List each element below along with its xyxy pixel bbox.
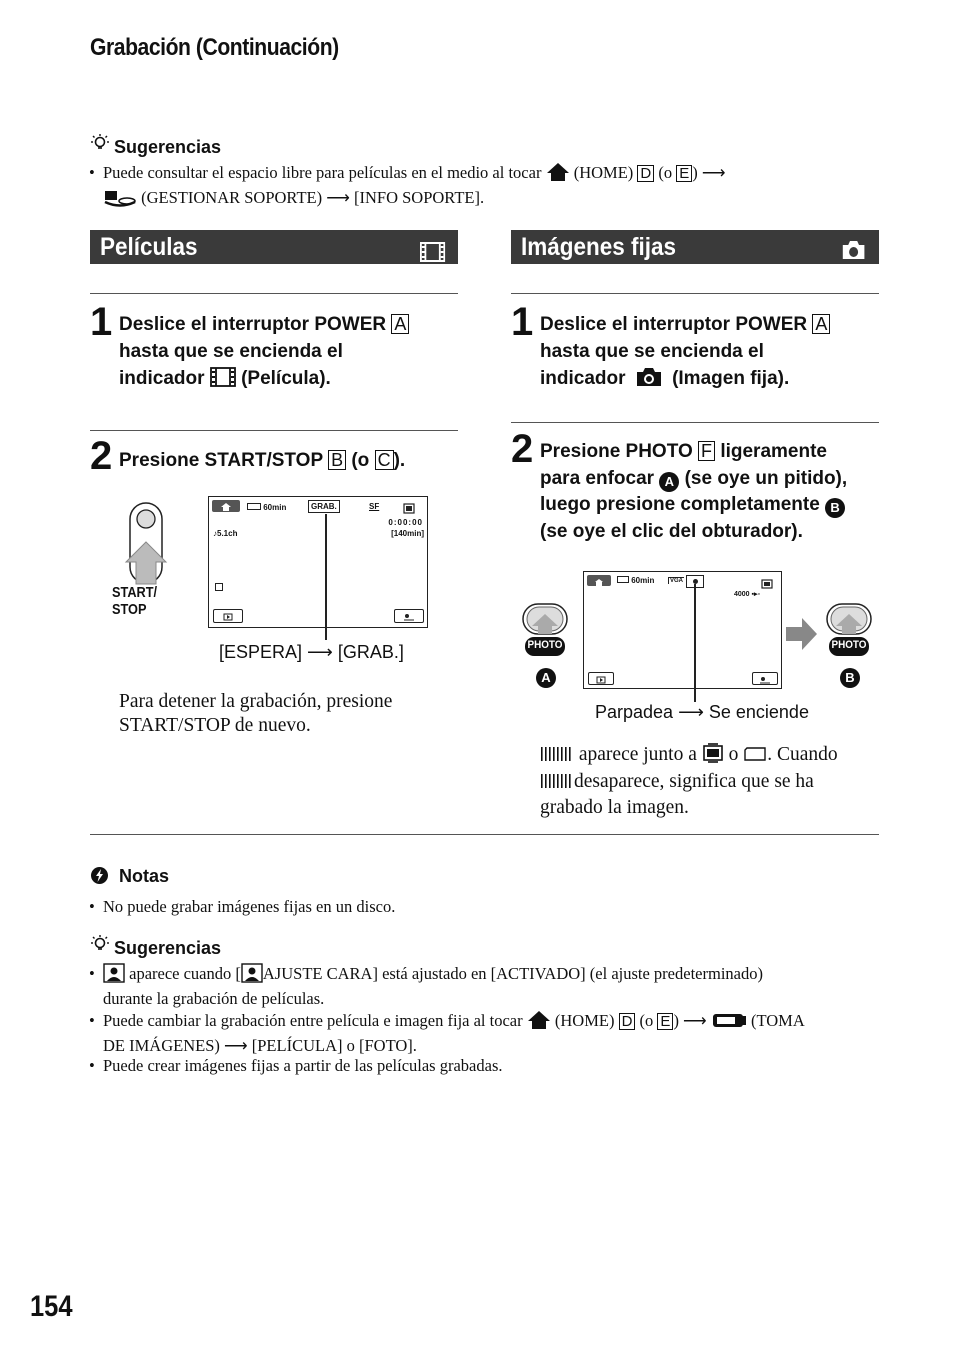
lcd-audio: ♪5.1ch [213, 529, 238, 538]
key-a: A [812, 314, 830, 334]
lightbulb-icon [90, 934, 110, 959]
lcd-battery-remaining [247, 503, 286, 512]
key-c: C [375, 450, 394, 470]
stills-step1-line2: hasta que se encienda el [540, 341, 764, 362]
movies-step2-c: ). [393, 450, 406, 471]
divider [511, 293, 879, 294]
shutter-bars-icon [540, 772, 574, 796]
film-icon [420, 237, 445, 271]
divider [90, 430, 458, 431]
tips-top-text-2: (GESTIONAR SOPORTE) ⟶ [INFO SOPORTE]. [141, 188, 485, 207]
movies-bar-title: Películas [100, 233, 198, 261]
face-icon [103, 963, 125, 988]
lcd-play-button [213, 609, 243, 623]
stills-step1-line3b: (Imagen fija). [672, 368, 790, 389]
tips-bottom-bullet-1: • aparece cuando [ AJUSTE CARA] está ajustado en [ACTIVADO] (el ajuste predeterminado) durante la grabación de películas. [89, 964, 763, 1008]
face-icon [241, 963, 263, 988]
movies-step1-number: 1 [90, 300, 113, 344]
tips-b2-home: (HOME) [554, 1011, 615, 1030]
notes-bullet-text: No puede grabar imágenes fijas en un disco. [103, 897, 396, 916]
lcd-grab-label: GRAB. [308, 500, 340, 513]
stills-note-3: grabado la imagen. [540, 797, 689, 818]
lcd-option-button [394, 609, 424, 623]
stills-step2-line2b: (se oye un pitido), [684, 467, 848, 489]
movies-step2-number: 2 [90, 434, 113, 478]
callout-line [694, 584, 696, 702]
right-arrow-icon [786, 617, 818, 656]
home-icon [546, 162, 570, 187]
home-label: (HOME) [573, 163, 634, 182]
movies-section-bar [90, 230, 458, 264]
tips-b2-b: (TOMA [750, 1011, 805, 1030]
movies-note-line2: START/STOP de nuevo. [119, 715, 311, 736]
stills-note-2: desaparece, significa que se ha [574, 771, 814, 792]
key-a: A [391, 314, 409, 334]
stills-step1-line3a: indicador [540, 368, 626, 389]
lcd-battery-remaining [617, 576, 654, 585]
battery-icon [617, 576, 629, 583]
notes-heading [90, 866, 169, 890]
lcd-remaining: 60min [631, 576, 655, 585]
lcd-home-button [212, 500, 240, 512]
memory-stick-icon [743, 745, 767, 769]
movies-step2-b: (o [351, 450, 370, 471]
notes-bullet: • No puede grabar imágenes fijas en un disco. [89, 897, 396, 916]
camera-icon [841, 236, 866, 270]
key-e: E [657, 1013, 673, 1030]
disc-media-icon [761, 576, 773, 594]
tips-b1-a: aparece cuando [ [129, 964, 241, 983]
stills-step1-line1: Deslice el interruptor POWER [540, 314, 808, 335]
photo-button-full-press [824, 600, 874, 690]
stills-step2-number: 2 [511, 427, 534, 471]
face-detect-small-icon [215, 583, 223, 591]
callout-line [325, 514, 327, 640]
tips-b2-close: ) ⟶ [673, 1011, 707, 1030]
lcd-home-button [587, 575, 611, 586]
lcd-image-count [734, 590, 760, 598]
photo-label-b: PHOTO [831, 639, 867, 651]
tips-b2-a: Puede cambiar la grabación entre película e imagen fija al tocar [103, 1011, 523, 1030]
lcd-option-button [752, 672, 778, 685]
manage-media-icon [103, 189, 137, 212]
movies-step1-line3b: (Película). [241, 368, 331, 389]
tips-bottom-bullet-3: • Puede crear imágenes fijas a partir de las películas grabadas. [89, 1056, 503, 1075]
lcd-remaining: 60min [263, 503, 287, 512]
tips-bottom-title: Sugerencias [114, 938, 222, 958]
camcorder-icon [711, 1011, 747, 1034]
tips-b1-c: durante la grabación de películas. [103, 989, 325, 1008]
notes-title: Notas [119, 866, 170, 886]
camera-indicator-icon [635, 366, 663, 396]
lcd-vga-label: VGA [670, 578, 684, 584]
home-icon [527, 1010, 551, 1035]
movies-step2-text [119, 447, 459, 474]
movies-step1-line3a: indicador [119, 368, 205, 389]
mini-camera-icon: ▪▸▫ [751, 591, 761, 598]
movies-step2-a: Presione START/STOP [119, 450, 323, 471]
stills-step2-line1b: ligeramente [720, 441, 827, 462]
start-stop-button-illustration [110, 500, 180, 625]
tips-top-heading [90, 133, 221, 158]
lcd-counter: 0:00:00 [388, 518, 423, 527]
photo-lcd-screen [583, 571, 782, 689]
tips-top-bullet: • Puede consultar el espacio libre para películas en el medio al tocar (HOME) D (o E ) ⟶ (GESTIONAR SOPORTE) ⟶ [INFO SOPORTE]. [103, 162, 863, 212]
stills-step1-text [540, 311, 880, 396]
photo-button-half-press [520, 600, 570, 690]
tips-top-text-1: Puede consultar el espacio libre para películas en el medio al tocar [103, 163, 542, 182]
stills-step2-line3a: luego presione completamente [540, 494, 820, 515]
movies-stop-note [119, 690, 392, 738]
movies-step1-line2: hasta que se encienda el [119, 341, 343, 362]
key-f: F [698, 441, 715, 461]
tips-top-title: Sugerencias [114, 137, 222, 157]
divider [90, 293, 458, 294]
key-d: D [619, 1013, 636, 1030]
lcd-count: 4000 [734, 591, 750, 598]
circle-b-label: B [840, 668, 860, 688]
photo-label-a: PHOTO [527, 639, 563, 651]
tips-b1-b: AJUSTE CARA] está ajustado en [ACTIVADO] (el ajuste predeterminado) [262, 964, 763, 983]
arrow-text: ) ⟶ [692, 163, 726, 182]
start-stop-label-2: STOP [112, 601, 147, 618]
lightbulb-icon [90, 133, 110, 158]
key-e: E [676, 165, 692, 182]
disc-media-icon [403, 501, 415, 519]
start-stop-label-1: START/ [112, 584, 158, 601]
divider [511, 422, 879, 423]
film-indicator-icon [210, 367, 236, 395]
key-b: B [328, 450, 346, 470]
stills-note-1a: aparece junto a [578, 744, 697, 765]
movie-lcd-screen [208, 496, 428, 628]
shutter-bars-icon [540, 745, 574, 769]
movies-note-line1: Para detener la grabación, presione [119, 691, 393, 712]
stills-step1-number: 1 [511, 300, 534, 344]
key-d: D [637, 165, 654, 182]
lcd-sf-label: SF [369, 502, 380, 511]
stills-step2-text [540, 439, 885, 545]
circle-a-label: A [536, 668, 556, 688]
movies-lcd-caption: [ESPERA] ⟶ [GRAB.] [219, 642, 404, 662]
stills-section-bar [511, 230, 879, 264]
stills-note-1b: o [728, 744, 739, 765]
movies-step1-line1: Deslice el interruptor POWER [119, 314, 387, 335]
movies-step1-text [119, 311, 459, 395]
stills-step2-line4: (se oye el clic del obturador). [540, 520, 803, 542]
tips-bottom-bullet-2: • Puede cambiar la grabación entre película e imagen fija al tocar (HOME) D (o E ) ⟶ (TOMA DE IMÁGENES) ⟶ [PELÍCULA] o [FOTO]. [89, 1011, 805, 1055]
tips-b2-or: (o [639, 1011, 654, 1030]
tips-b2-c: DE IMÁGENES) ⟶ [PELÍCULA] o [FOTO]. [103, 1036, 417, 1055]
circle-b-marker: B [825, 498, 845, 518]
stills-step2-line2a: para enfocar [540, 467, 655, 489]
disc-icon [702, 743, 724, 770]
lcd-play-button [588, 672, 614, 685]
page-number: 154 [30, 1290, 73, 1323]
lcd-capacity: [140min] [391, 529, 424, 538]
tips-b3: Puede crear imágenes fijas a partir de las películas grabadas. [103, 1056, 503, 1075]
stills-note-1c: . Cuando [767, 744, 838, 765]
page-title: Grabación (Continuación) [90, 34, 339, 61]
notes-icon [90, 866, 109, 890]
stills-lcd-caption: Parpadea ⟶ Se enciende [595, 702, 809, 722]
stills-shutter-note [540, 743, 885, 820]
or-text: (o [658, 163, 673, 182]
divider [90, 834, 879, 835]
circle-a-marker: A [659, 472, 679, 492]
stills-step2-line1a: Presione PHOTO [540, 441, 693, 462]
battery-icon [247, 503, 261, 510]
stills-bar-title: Imágenes fijas [521, 233, 677, 261]
tips-bottom-heading [90, 934, 221, 959]
